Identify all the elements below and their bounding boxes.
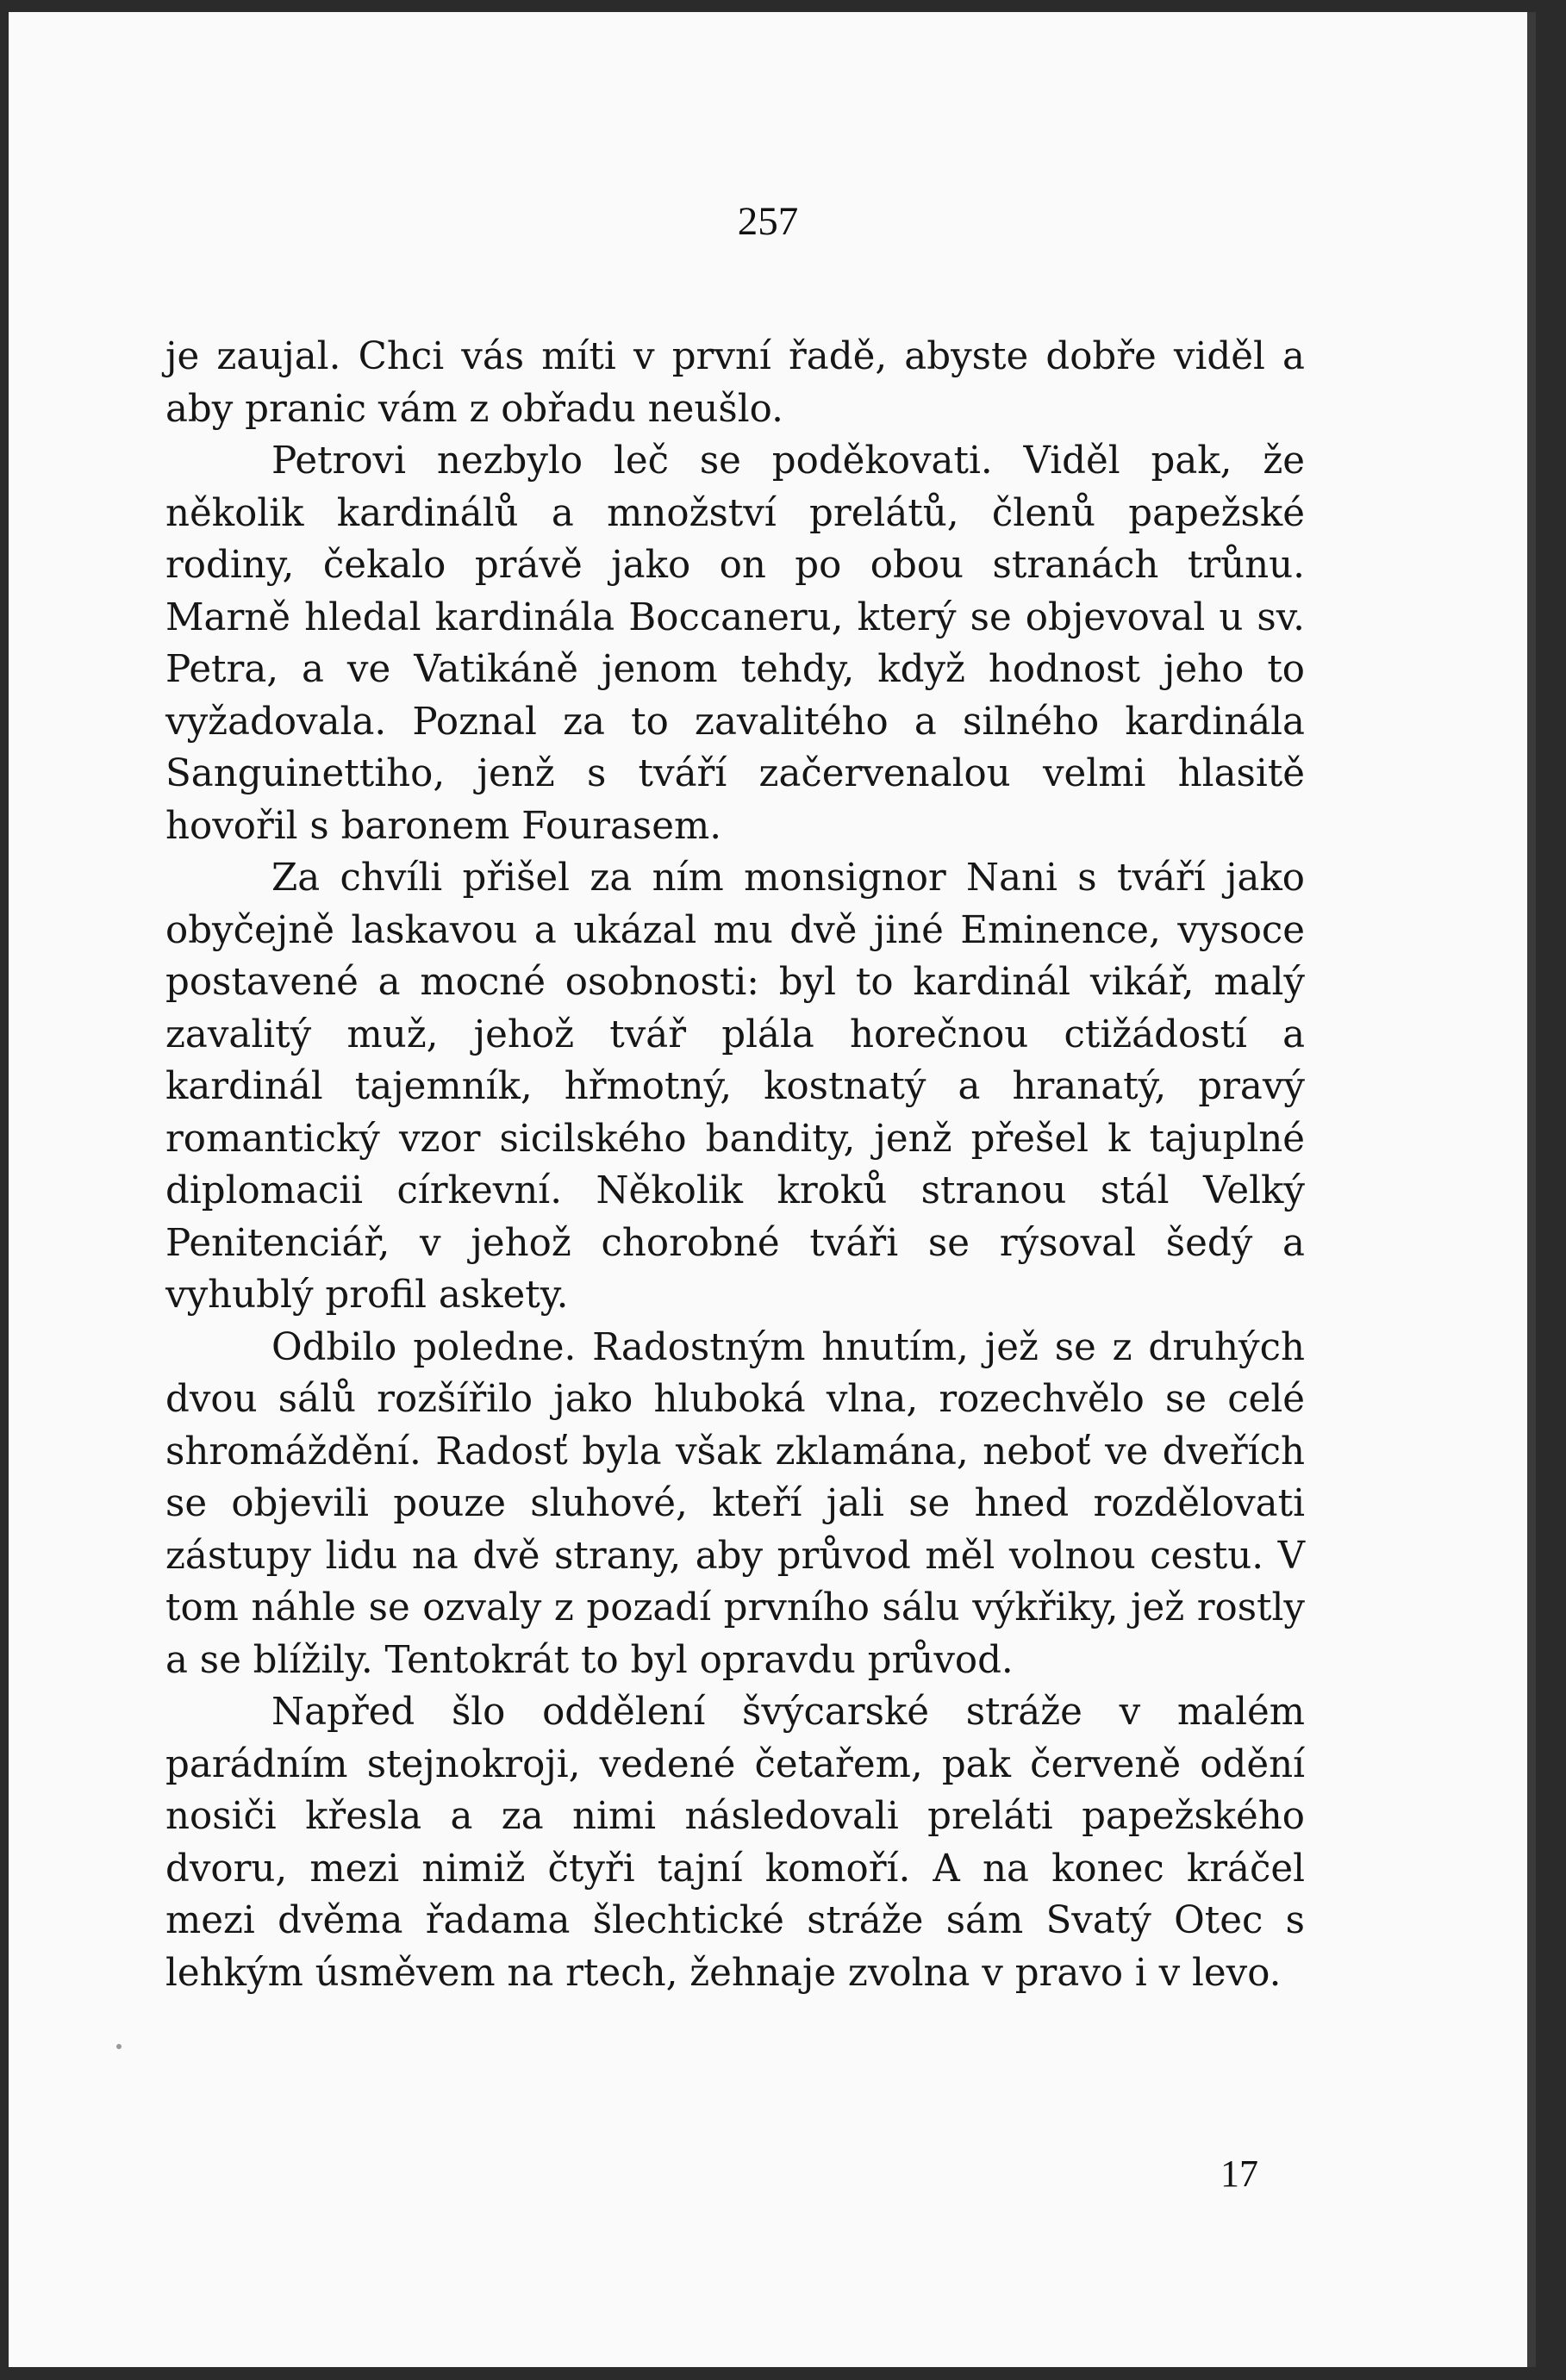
ink-speck — [116, 2044, 122, 2049]
paragraph-5: Napřed šlo oddělení švýcarské stráže v malém parádním stejnokroji, vedené četařem, pak červeně odění nosiči křesla a za nimi následovali preláti papežského dvoru, mezi nimiž čtyři tajní komoří. A na konec kráčel mezi dvěma řadama šlechtické stráže sám Svatý Otec s lehkým úsměvem na rtech, žehnaje zvolna v pravo i v levo. — [165, 1691, 1305, 1995]
body-text — [165, 331, 1305, 1999]
paragraph-3: Za chvíli přišel za ním monsignor Nani s tváří jako obyčejně laskavou a ukázal mu dvě jiné Eminence, vysoce postavené a mocné osobnosti: byl to kardinál vikář, malý zavalitý muž, jehož tvář plála horečnou ctižádostí a kardinál tajemník, hřmotný, kostnatý a hranatý, pravý romantický vzor sicilského bandity, jenž přešel k tajuplné diplomacii církevní. Několik kroků stranou stál Velký Penitenciář, v jehož chorobné tváři se rýsoval šedý a vyhublý profil askety. — [165, 857, 1305, 1317]
paragraph-4: Odbilo poledne. Radostným hnutím, jež se z druhých dvou sálů rozšířilo jako hluboká vlna, rozechvělo se celé shromáždění. Radosť byla však zklamána, neboť ve dveřích se objevili pouze sluhové, kteří jali se hned rozdělovati zástupy lidu na dvě strany, aby průvod měl volnou cestu. V tom náhle se ozvaly z pozadí prvního sálu výkřiky, jež rostly a se blížily. Tentokrát to byl opravdu průvod. — [165, 1325, 1305, 1682]
book-page — [9, 12, 1536, 2367]
page-number: 257 — [737, 199, 799, 244]
signature-mark: 17 — [1220, 2153, 1258, 2195]
paragraph-2: Petrovi nezbylo leč se poděkovati. Viděl pak, že několik kardinálů a množství prelátů, členů papežské rodiny, čekalo právě jako on po obou stranách trůnu. Marně hledal kardinála Boccaneru, který se objevoval u sv. Petra, a ve Vatikáně jenom tehdy, když hodnost jeho to vyžadovala. Poznal za to zavalitého a silného kardinála Sanguinettiho, jenž s tváří začervenalou velmi hlasitě hovořil s baronem Fourasem. — [165, 439, 1305, 848]
paragraph-1: je zaujal. Chci vás míti v první řadě, abyste dobře viděl a aby pranic vám z obřadu neušlo. — [165, 335, 1305, 431]
